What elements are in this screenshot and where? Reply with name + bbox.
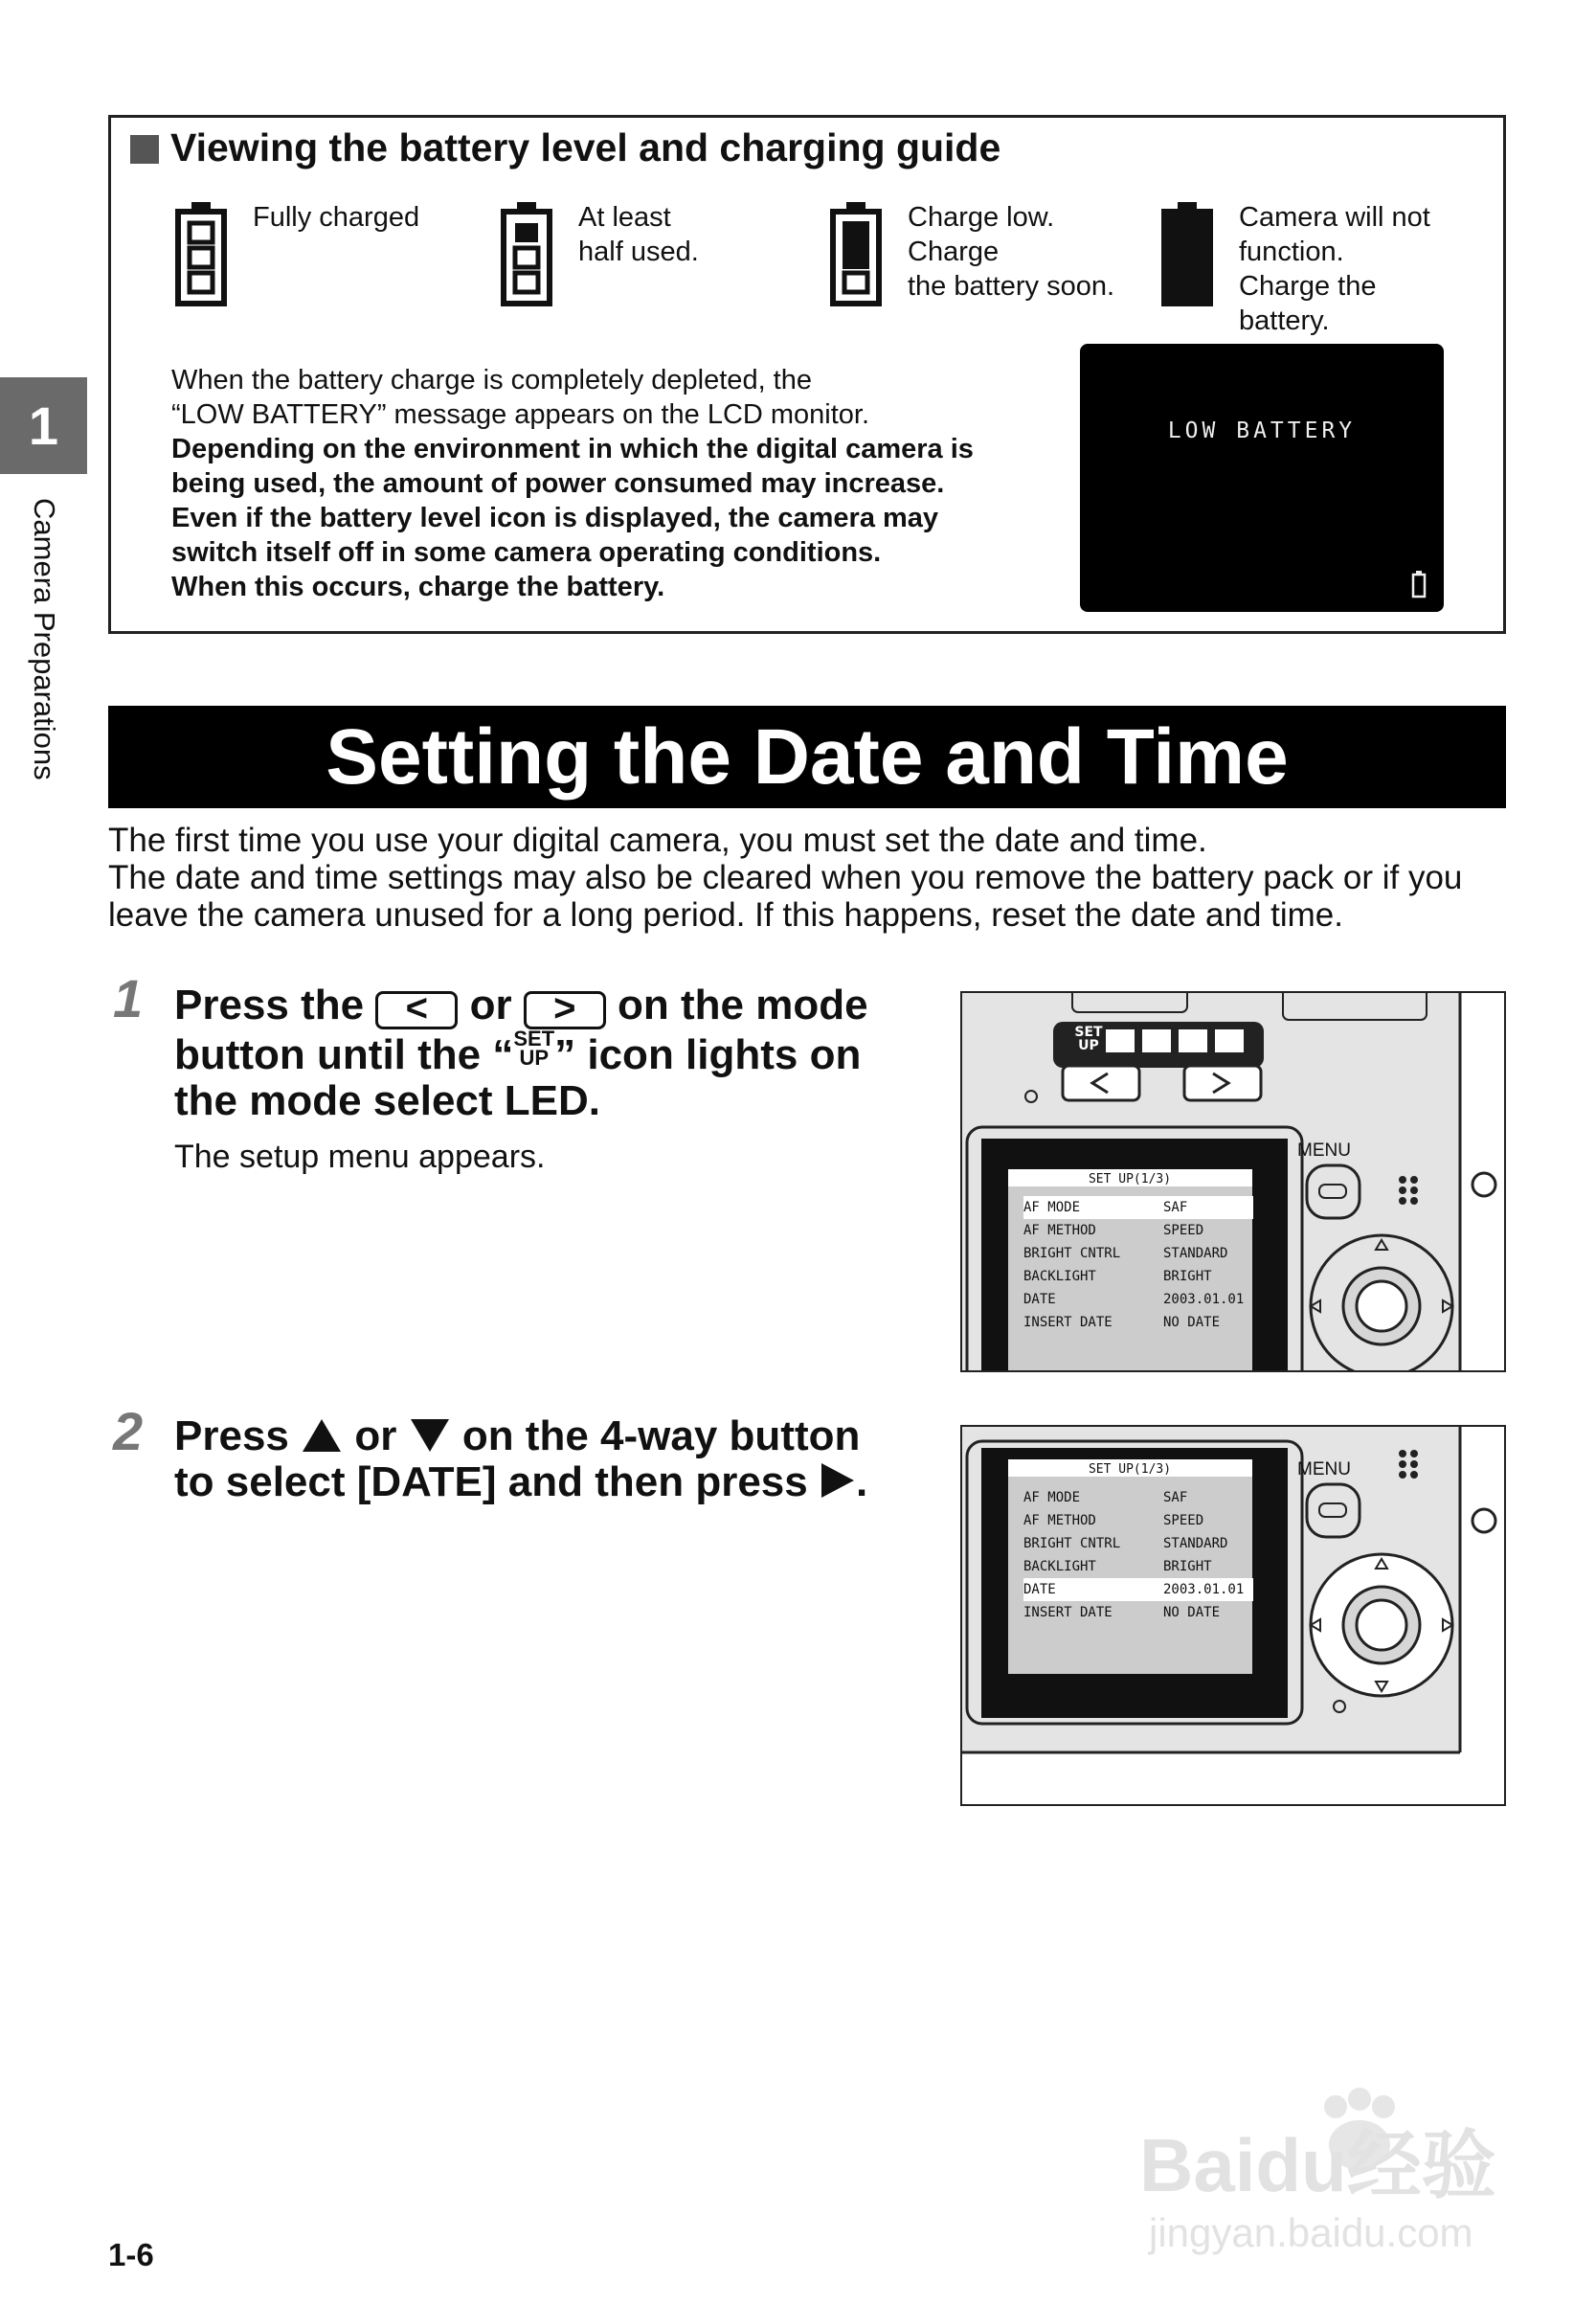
- step-number: 1: [113, 968, 144, 1028]
- battery-level-low: [829, 200, 1183, 344]
- battery-level-text: Camera will not function. Charge the battery.: [1239, 202, 1430, 336]
- setup-menu-row: BACKLIGHT BRIGHT: [1023, 1559, 1212, 1574]
- setup-menu-list: [1023, 1486, 1253, 1624]
- up-triangle-icon: [301, 1417, 343, 1454]
- battery-guide-note: When the battery charge is completely depleted, the “LOW BATTERY” message appears on the LCD monitor. Depending on the environment in which the digital camera is being used, the amount of power consumed may increase. Even if the battery level icon is displayed, the camera may switch itself off in some camera operating conditions. When this occurs, charge the battery.: [171, 365, 974, 602]
- battery-empty-icon: [1160, 200, 1214, 307]
- battery-level-empty: [1160, 200, 1515, 344]
- setup-menu-row: BRIGHT CNTRL STANDARD: [1023, 1536, 1228, 1551]
- setup-icon: SET UP: [513, 1027, 555, 1070]
- setup-menu-row: AF METHOD SPEED: [1023, 1223, 1204, 1238]
- baidu-watermark: [1139, 2078, 1522, 2270]
- svg-text:MENU: MENU: [1297, 1459, 1351, 1480]
- battery-low-icon: [829, 200, 883, 307]
- setup-menu-row: DATE 2003.01.01: [1023, 1578, 1253, 1601]
- battery-guide-title: Viewing the battery level and charging guide: [130, 125, 1000, 170]
- setup-menu-row: BACKLIGHT BRIGHT: [1023, 1269, 1212, 1284]
- right-triangle-icon: [820, 1461, 856, 1500]
- intro-text: The first time you use your digital camera, you must set the date and time. The date and time settings may also be cleared when you remove the battery pack or if you leave the camera unused for a long period. If this happens, reset the date and time.: [108, 822, 1463, 934]
- chapter-tab: 1: [0, 377, 87, 474]
- section-heading: Setting the Date and Time: [108, 706, 1506, 808]
- low-battery-message: LOW BATTERY: [1167, 418, 1357, 443]
- battery-full-icon: [174, 200, 228, 307]
- svg-text:SET UP(1/3): SET UP(1/3): [1088, 1172, 1172, 1186]
- battery-level-text: At least half used.: [578, 202, 699, 267]
- lcd-low-battery-screen: [1080, 344, 1444, 612]
- svg-text:MENU: MENU: [1297, 1141, 1351, 1161]
- svg-text:SET UP(1/3): SET UP(1/3): [1088, 1462, 1172, 1477]
- battery-level-full: [174, 200, 528, 344]
- svg-text:jingyan.baidu.com: jingyan.baidu.com: [1149, 2210, 1473, 2255]
- setup-menu-row: AF MODE SAF: [1023, 1196, 1253, 1219]
- square-bullet-icon: [130, 135, 159, 164]
- battery-guide-box: [108, 115, 1506, 634]
- step-2-instructions: Press or on the 4-way button to select [DATE] and then press .: [174, 1412, 868, 1505]
- setup-menu-row: AF METHOD SPEED: [1023, 1513, 1204, 1528]
- setup-menu-row: DATE 2003.01.01: [1023, 1292, 1245, 1307]
- left-arrow-key-icon: <: [375, 991, 458, 1029]
- battery-level-text: Charge low. Charge the battery soon.: [908, 202, 1115, 302]
- step-number: 2: [113, 1401, 144, 1461]
- setup-menu-row: INSERT DATE NO DATE: [1023, 1605, 1221, 1620]
- chapter-label: Camera Preparations: [28, 498, 61, 780]
- right-arrow-key-icon: >: [524, 991, 606, 1029]
- setup-menu-row: INSERT DATE NO DATE: [1023, 1315, 1221, 1330]
- step-1-instructions: Press the < or > on the mode button until the “SET UP ” icon lights on the mode select LED. The setup menu appears.: [174, 982, 868, 1175]
- down-triangle-icon: [409, 1417, 451, 1454]
- page-number: 1-6: [108, 2237, 154, 2272]
- battery-empty-icon: [1411, 570, 1427, 599]
- battery-half-icon: [500, 200, 553, 307]
- setup-menu-row: BRIGHT CNTRL STANDARD: [1023, 1246, 1228, 1261]
- mode-setup-led-icon: SET UP: [1074, 1025, 1103, 1053]
- camera-illustration-step-2: [960, 1425, 1506, 1806]
- camera-illustration-step-1: [960, 991, 1506, 1372]
- svg-text:Baidu经验: Baidu经验: [1139, 2123, 1496, 2207]
- battery-level-half: [500, 200, 854, 344]
- battery-level-text: Fully charged: [253, 202, 420, 233]
- setup-menu-row: AF MODE SAF: [1023, 1490, 1188, 1505]
- setup-menu-list: [1023, 1196, 1253, 1334]
